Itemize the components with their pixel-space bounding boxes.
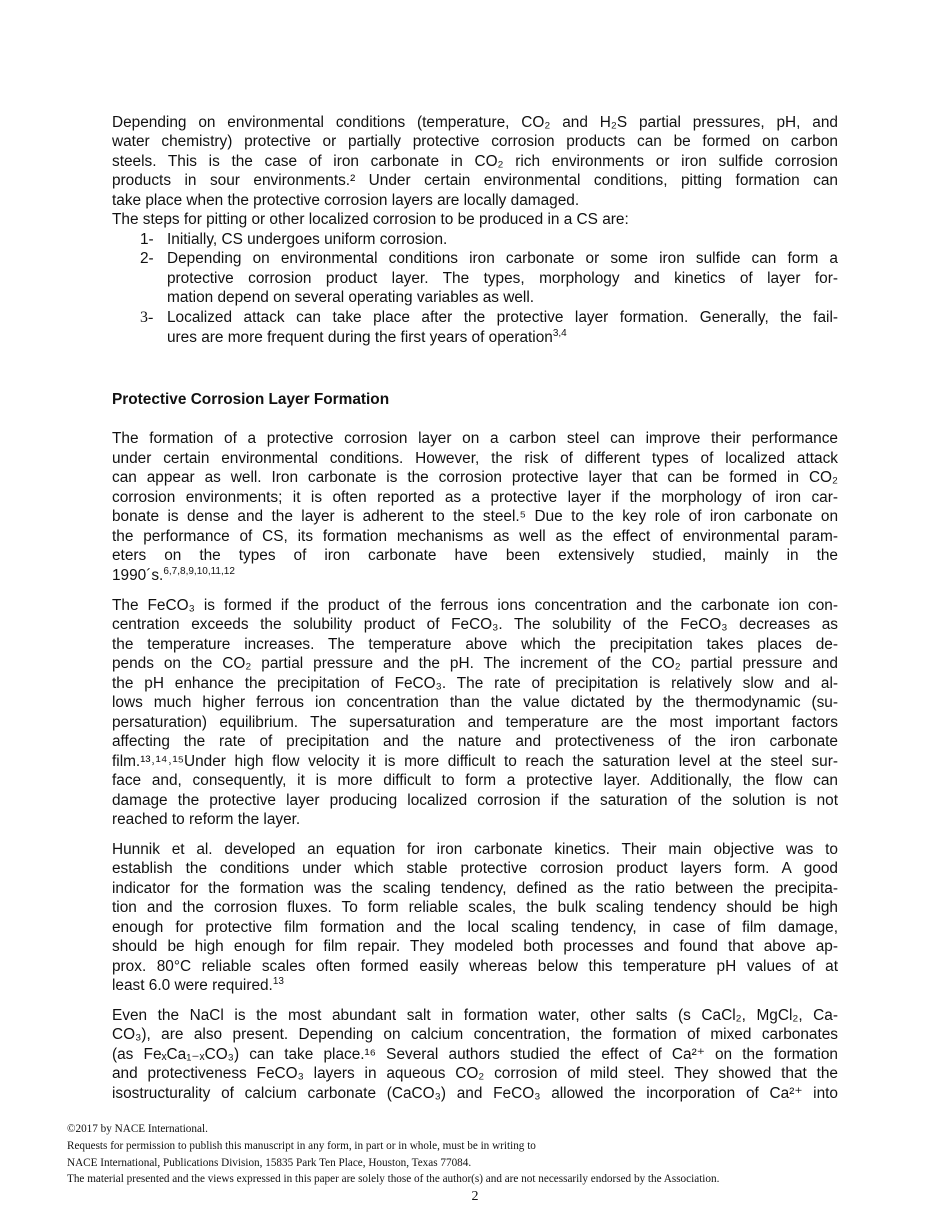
text-line: products in sour environments.² Under certain environmental conditions, pitting formation can (112, 172, 838, 189)
citation: 3,4 (552, 328, 567, 339)
list-item-text: Initially, CS undergoes uniform corrosion. (167, 231, 448, 248)
copyright-notice: ©2017 by NACE International. (67, 1123, 208, 1135)
text-line (112, 976, 838, 995)
text-line: establish the conditions under which stable protective corrosion product layers form. A good (112, 860, 838, 877)
text-line: Even the NaCl is the most abundant salt in formation water, other salts (s CaCl₂, MgCl₂, Ca- (112, 1007, 838, 1024)
text-line: take place when the protective corrosion layers are locally damaged. (112, 192, 580, 209)
list-item-text: Depending on environmental conditions iron carbonate or some iron sulfide can form a (167, 250, 838, 267)
text-line: lows much higher ferrous ion concentration than the value dictated by the thermodynamic (su- (112, 694, 838, 711)
list-number: 1- (140, 231, 154, 248)
text-line: enough for protective film formation and the local scaling tendency, in case of film damage, (112, 919, 838, 936)
text-line: the pH enhance the precipitation of FeCO₃. The rate of precipitation is relatively slow and al- (112, 675, 838, 692)
text-line: steels. This is the case of iron carbonate in CO₂ rich environments or iron sulfide corrosion (112, 153, 838, 170)
text-line: affecting the rate of precipitation and the nature and protectiveness of the iron carbonate (112, 733, 838, 750)
text-line: bonate is dense and the layer is adherent to the steel.⁵ Due to the key role of iron carbonate on (112, 508, 838, 525)
text-line: prox. 80°C reliable scales often formed easily whereas below this temperature pH values of at (112, 958, 838, 975)
list-item-text (167, 328, 838, 347)
text-line (112, 566, 838, 585)
disclaimer: The material presented and the views expressed in this paper are solely those of the author(s) and are not necessarily endorsed by the Association. (67, 1173, 720, 1185)
text-line: (as FeₓCa₁₋ₓCO₃) can take place.¹⁶ Several authors studied the effect of Ca²⁺ on the formation (112, 1046, 838, 1063)
list-number: 3- (140, 309, 154, 326)
text-line: tion and the corrosion fluxes. To form reliable scales, the bulk scaling tendency should be high (112, 899, 838, 916)
citation: 6,7,8,9,10,11,12 (163, 566, 235, 577)
text-fragment: least 6.0 were required. (112, 977, 273, 994)
text-line: under certain environmental conditions. However, the risk of different types of localized attack (112, 450, 838, 467)
text-line: and protectiveness FeCO₃ layers in aqueous CO₂ corrosion of mild steel. They showed that the (112, 1065, 838, 1082)
text-line: CO₃), are also present. Depending on calcium concentration, the formation of mixed carbonates (112, 1026, 838, 1043)
section-heading: Protective Corrosion Layer Formation (112, 391, 390, 408)
list-item-text: mation depend on several operating variables as well. (167, 289, 535, 306)
text-line: reached to reform the layer. (112, 811, 301, 828)
text-line: face and, consequently, it is more difficult to form a protective layer. Additionally, the flow can (112, 772, 838, 789)
page-number: 2 (471, 1189, 479, 1204)
text-line: indicator for the formation was the scaling tendency, defined as the ratio between the precipita- (112, 880, 838, 897)
text-line: The FeCO₃ is formed if the product of the ferrous ions concentration and the carbonate ion con- (112, 597, 838, 614)
citation: 13 (272, 976, 284, 987)
text-line: damage the protective layer producing localized corrosion if the saturation of the solution is not (112, 792, 838, 809)
text-line: isostructurality of calcium carbonate (CaCO₃) and FeCO₃ allowed the incorporation of Ca²⁺ into (112, 1085, 838, 1102)
list-item-text: protective corrosion product layer. The types, morphology and kinetics of layer for- (167, 270, 838, 287)
text-line: centration exceeds the solubility product of FeCO₃. The solubility of the FeCO₃ decreases as (112, 616, 838, 633)
text-line: Depending on environmental conditions (temperature, CO₂ and H₂S partial pressures, pH, and (112, 114, 838, 131)
text-fragment: 1990´s. (112, 567, 164, 584)
text-line: the performance of CS, its formation mechanisms as well as the effect of environmental param- (112, 528, 838, 545)
list-item-text: Localized attack can take place after the protective layer formation. Generally, the fail- (167, 309, 838, 326)
list-item-text: ures are more frequent during the first years of operation (167, 329, 553, 346)
text-line: eters on the types of iron carbonate have been extensively studied, mainly in the (112, 547, 838, 564)
publisher-address: NACE International, Publications Division, 15835 Park Ten Place, Houston, Texas 77084. (67, 1157, 472, 1169)
text-line: corrosion environments; it is often reported as a protective layer if the morphology of iron car- (112, 489, 838, 506)
list-number: 2- (140, 250, 154, 267)
text-line: The formation of a protective corrosion layer on a carbon steel can improve their performance (112, 430, 838, 447)
text-line: should be high enough for film repair. They modeled both processes and found that above ap- (112, 938, 838, 955)
text-line: water chemistry) protective or partially protective corrosion products can be formed on carbon (112, 133, 838, 150)
steps-intro: The steps for pitting or other localized corrosion to be produced in a CS are: (112, 211, 629, 228)
text-line: pends on the CO₂ partial pressure and the pH. The increment of the CO₂ partial pressure and (112, 655, 838, 672)
text-line: film.¹³˒¹⁴˒¹⁵Under high flow velocity it is more difficult to reach the saturation level at the steel sur- (112, 753, 838, 770)
text-line: Hunnik et al. developed an equation for iron carbonate kinetics. Their main objective was to (112, 841, 838, 858)
permission-notice: Requests for permission to publish this manuscript in any form, in part or in whole, must be in writing to (67, 1140, 536, 1152)
text-line: the temperature increases. The temperature above which the precipitation takes places de- (112, 636, 838, 653)
text-line: persaturation) equilibrium. The supersaturation and temperature are the most important factors (112, 714, 838, 731)
text-line: can appear as well. Iron carbonate is the corrosion protective layer that can be formed in CO₂ (112, 469, 838, 486)
